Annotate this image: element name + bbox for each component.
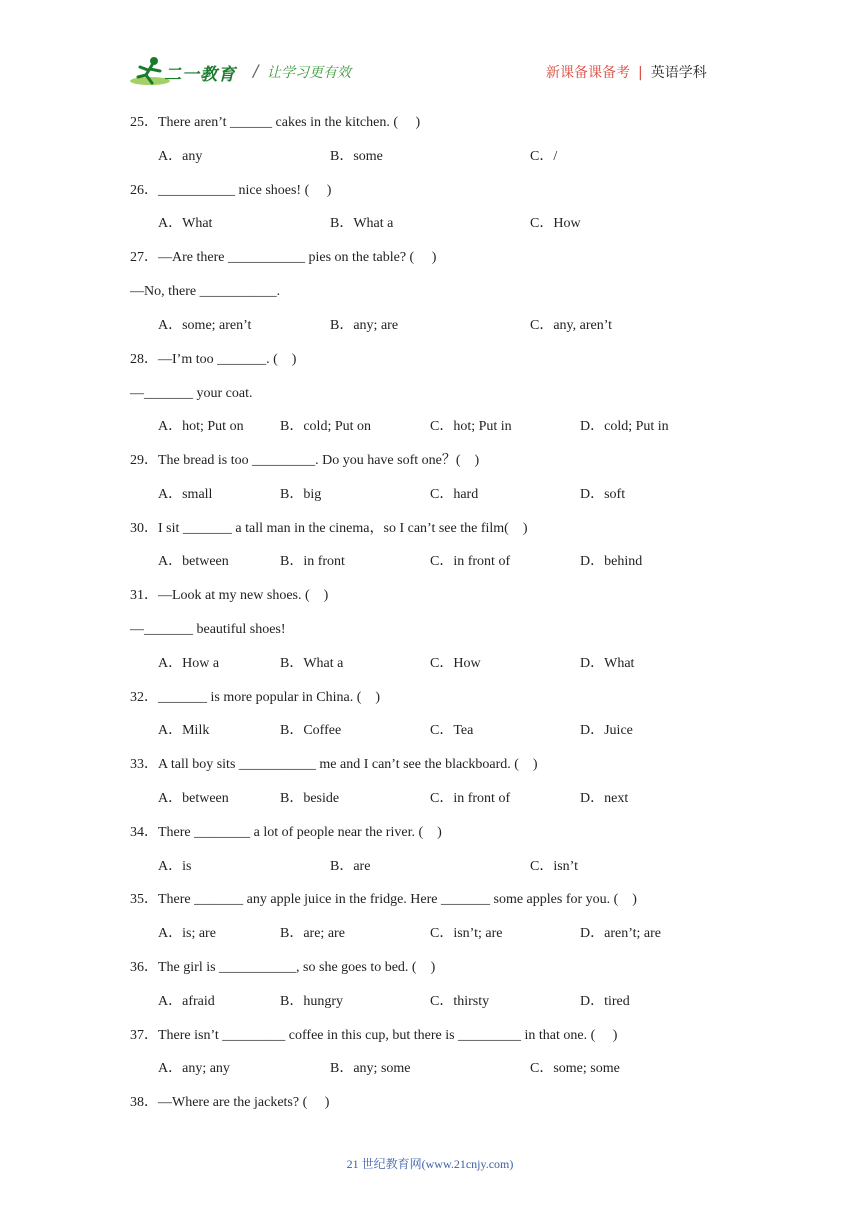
- option: B．any; some: [330, 1061, 411, 1076]
- option: B．are: [330, 859, 371, 874]
- header-divider: |: [638, 65, 643, 81]
- option: D．aren’t; are: [580, 926, 661, 941]
- question-stem: 33．A tall boy sits ___________ me and I can’t see the blackboard. ( ): [130, 757, 538, 772]
- header-separator: /: [253, 61, 259, 80]
- header-course-label: 新课备课备考: [546, 65, 630, 81]
- question-stem: 28．—I’m too _______. ( ): [130, 352, 297, 367]
- option: C．thirsty: [430, 994, 490, 1009]
- option: C．hot; Put in: [430, 419, 512, 434]
- option: D．behind: [580, 554, 643, 569]
- option: A．between: [158, 791, 229, 806]
- question-stem: 27．—Are there ___________ pies on the table? ( ): [130, 250, 437, 265]
- option: A．is: [158, 859, 192, 874]
- option: D．next: [580, 791, 629, 806]
- option: A．hot; Put on: [158, 419, 244, 434]
- option: A．between: [158, 554, 229, 569]
- option: B．are; are: [280, 926, 345, 941]
- option: A．is; are: [158, 926, 216, 941]
- question-sub: —No, there ___________.: [130, 284, 281, 299]
- header-subject-label: 英语学科: [650, 65, 707, 81]
- question-sub: —_______ your coat.: [130, 386, 253, 401]
- option: A．How a: [158, 656, 220, 671]
- option: B．in front: [280, 554, 345, 569]
- option: B．What a: [330, 216, 394, 231]
- option: C．isn’t: [530, 859, 578, 874]
- option: D．What: [580, 656, 635, 671]
- option: D．cold; Put in: [580, 419, 669, 434]
- option: C．some; some: [530, 1061, 620, 1076]
- option: B．beside: [280, 791, 340, 806]
- question-stem: 34．There ________ a lot of people near the river. ( ): [130, 825, 442, 840]
- page-footer: 21 世纪教育网(www.21cnjy.com): [346, 1157, 514, 1171]
- option: B．hungry: [280, 994, 343, 1009]
- question-stem: 38．—Where are the jackets? ( ): [130, 1095, 330, 1110]
- option: C．hard: [430, 487, 479, 502]
- option: B．some: [330, 149, 383, 164]
- question-stem: 36．The girl is ___________, so she goes to bed. ( ): [130, 960, 436, 975]
- option: C．How: [530, 216, 581, 231]
- option: A．any; any: [158, 1061, 230, 1076]
- question-stem: 29．The bread is too _________. Do you have soft one？( ): [130, 453, 480, 468]
- option: D．Juice: [580, 723, 633, 738]
- option: B．What a: [280, 656, 344, 671]
- option: C．How: [430, 656, 481, 671]
- option: C．Tea: [430, 723, 474, 738]
- option: B．Coffee: [280, 723, 342, 738]
- option: D．soft: [580, 487, 626, 502]
- option: A．afraid: [158, 994, 215, 1009]
- question-stem: 26．___________ nice shoes! ( ): [130, 183, 332, 198]
- question-stem: 25．There aren’t ______ cakes in the kitchen. ( ): [130, 115, 421, 130]
- option: C．/: [530, 149, 558, 164]
- option: D．tired: [580, 994, 630, 1009]
- option: B．cold; Put on: [280, 419, 372, 434]
- question-stem: 31．—Look at my new shoes. ( ): [130, 588, 329, 603]
- header-subject: [546, 62, 707, 82]
- page-header: [0, 0, 860, 100]
- question-stem: 37．There isn’t _________ coffee in this cup, but there is _________ in that one. ( ): [130, 1028, 618, 1043]
- brand-name: 二一教育: [164, 65, 236, 85]
- option: C．in front of: [430, 554, 511, 569]
- option: A．Milk: [158, 723, 210, 738]
- question-stem: 30．I sit _______ a tall man in the cinema，so I can’t see the film( ): [130, 521, 528, 536]
- question-stem: 32．_______ is more popular in China. ( ): [130, 690, 381, 705]
- option: B．any; are: [330, 318, 399, 333]
- option: A．some; aren’t: [158, 318, 252, 333]
- option: C．in front of: [430, 791, 511, 806]
- option: C．any, aren’t: [530, 318, 613, 333]
- option: C．isn’t; are: [430, 926, 503, 941]
- question-stem: 35．There _______ any apple juice in the fridge. Here _______ some apples for you. ( ): [130, 892, 637, 907]
- slogan: 让学习更有效: [267, 65, 351, 81]
- option: B．big: [280, 487, 322, 502]
- option: A．What: [158, 216, 213, 231]
- option: A．any: [158, 149, 203, 164]
- question-sub: —_______ beautiful shoes!: [130, 622, 286, 637]
- option: A．small: [158, 487, 213, 502]
